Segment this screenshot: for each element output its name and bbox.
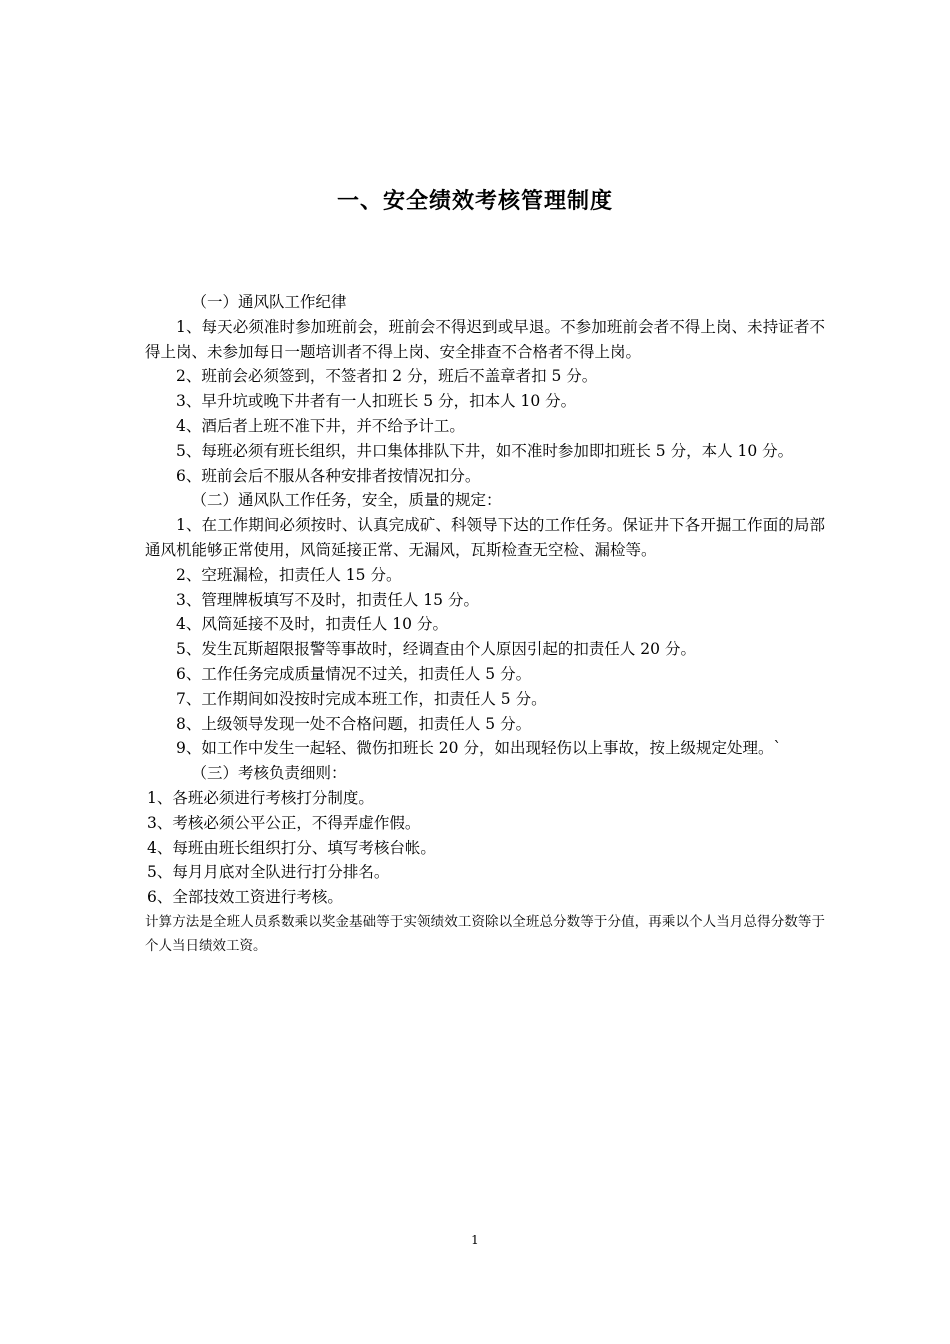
section-1-item-6: 6、班前会后不服从各种安排者按情况扣分。 — [176, 466, 481, 485]
section-2-item-2: 2、空班漏检，扣责任人 15 分。 — [176, 565, 402, 584]
section-2-item-5: 5、发生瓦斯超限报警等事故时，经调查由个人原因引起的扣责任人 20 分。 — [176, 640, 696, 659]
section-2-item-9: 9、如工作中发生一起轻、微伤扣班长 20 分，如出现轻伤以上事故，按上级规定处理。` — [176, 739, 782, 758]
section-1-item-4: 4、酒后者上班不准下井，并不给予计工。 — [176, 416, 465, 435]
section-2-item-4: 4、风筒延接不及时，扣责任人 10 分。 — [176, 615, 448, 634]
section-3-item-1: 1、各班必须进行考核打分制度。 — [147, 788, 374, 807]
document-title: 一、安全绩效考核管理制度 — [336, 189, 613, 214]
section-2-item-6: 6、工作任务完成质量情况不过关，扣责任人 5 分。 — [176, 664, 532, 683]
page-number: 1 — [471, 1233, 479, 1247]
section-3-item-5: 6、全部技效工资进行考核。 — [147, 888, 343, 907]
section-1-item-3: 3、早升坑或晚下井者有一人扣班长 5 分，扣本人 10 分。 — [176, 392, 577, 411]
section-1-heading: （一）通风队工作纪律 — [191, 293, 347, 311]
section-1-item-5: 5、每班必须有班长组织，井口集体排队下井，如不准时参加即扣班长 5 分，本人 10 分。 — [176, 441, 794, 460]
section-1-item-1: 1、每天必须准时参加班前会，班前会不得迟到或早退。不参加班前会者不得上岗、未持证者不得上岗、未参加每日一题培训者不得上岗、安全排查不合格者不得上岗。 — [145, 317, 825, 361]
section-3-item-3: 4、每班由班长组织打分、填写考核台帐。 — [147, 838, 436, 857]
section-2-item-8: 8、上级领导发现一处不合格问题，扣责任人 5 分。 — [176, 714, 532, 733]
section-3-item-2: 3、考核必须公平公正，不得弄虚作假。 — [147, 813, 421, 832]
section-1-item-2: 2、班前会必须签到，不签者扣 2 分，班后不盖章者扣 5 分。 — [176, 367, 598, 386]
document-body — [145, 290, 825, 958]
section-3-item-4: 5、每月月底对全队进行打分排名。 — [147, 863, 390, 882]
calculation-note: 计算方法是全班人员系数乘以奖金基础等于实领绩效工资除以全班总分数等于分值，再乘以个人当月总得分数等于个人当日绩效工资。 — [145, 913, 825, 954]
section-2-item-7: 7、工作期间如没按时完成本班工作，扣责任人 5 分。 — [176, 689, 547, 708]
section-3-heading: （三）考核负责细则： — [191, 764, 347, 783]
section-2-item-3: 3、管理牌板填写不及时，扣责任人 15 分。 — [176, 590, 479, 609]
section-2-item-1: 1、在工作期间必须按时、认真完成矿、科领导下达的工作任务。保证井下各开掘工作面的局部通风机能够正常使用，风筒延接正常、无漏风，瓦斯检查无空检、漏检等。 — [145, 516, 825, 559]
section-2-heading: （二）通风队工作任务，安全，质量的规定： — [191, 491, 502, 510]
